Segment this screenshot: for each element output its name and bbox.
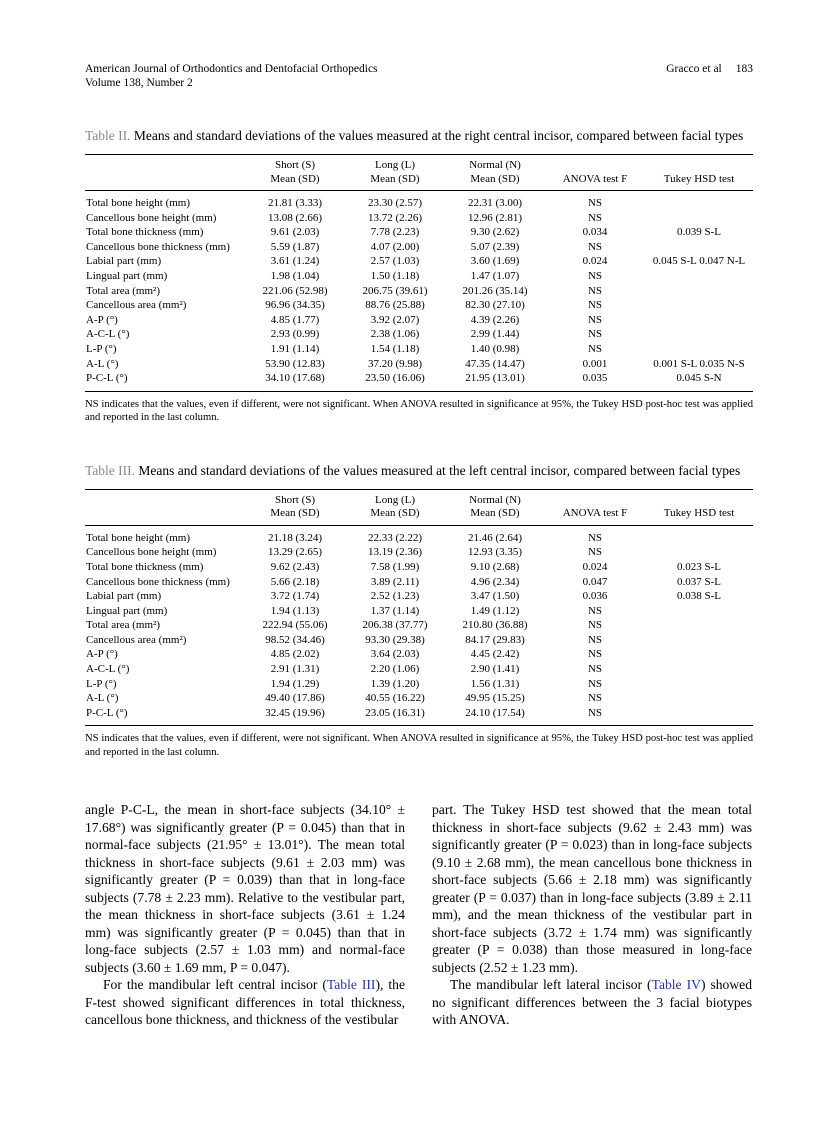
table-cell: 96.96 (34.35) (265, 299, 325, 312)
table-cell: 0.037 S-L (677, 575, 721, 588)
table-cell: 210.80 (36.88) (462, 619, 528, 632)
column-header: Tukey HSD test (645, 489, 753, 525)
table-cell: 22.33 (2.22) (367, 531, 423, 544)
table-cell: 2.99 (1.44) (470, 328, 520, 341)
body-text-run: For the mandibular left central incisor ( (103, 977, 327, 993)
table-cell: 49.40 (17.86) (265, 692, 325, 705)
table-cell: 4.07 (2.00) (370, 240, 420, 253)
table-cell: 1.94 (1.29) (270, 677, 320, 690)
table-cell: 4.85 (2.02) (270, 648, 320, 661)
table-header-row (85, 155, 753, 191)
table-cell: 1.39 (1.20) (370, 677, 420, 690)
table-row (85, 269, 753, 284)
table-cell: NS (587, 211, 603, 224)
table-row (85, 691, 753, 706)
table-3-caption (85, 461, 753, 480)
table-cell: 21.18 (3.24) (267, 531, 323, 544)
row-label: Total bone height (mm) (86, 531, 191, 544)
table-cell (645, 706, 753, 726)
table-cell: 0.035 (582, 372, 608, 385)
table-cell (645, 313, 753, 328)
table-cell (645, 662, 753, 677)
table-cell: 13.72 (2.26) (367, 211, 423, 224)
table-cell (645, 691, 753, 706)
table-cell: NS (587, 269, 603, 282)
table-cell: 23.05 (16.31) (365, 706, 425, 719)
table-cell: 47.35 (14.47) (465, 357, 525, 370)
table-cell: 5.66 (2.18) (270, 575, 320, 588)
table-cell: NS (587, 692, 603, 705)
table-cell: 98.52 (34.46) (265, 633, 325, 646)
table-cell: 206.75 (39.61) (362, 284, 428, 297)
table-3-label: Table III. (85, 462, 136, 478)
row-label: P-C-L (°) (86, 706, 128, 719)
table-row (85, 677, 753, 692)
table-cell: 1.94 (1.13) (270, 604, 320, 617)
row-label: Cancellous bone height (mm) (86, 546, 217, 559)
table-cell: NS (587, 313, 603, 326)
table-cell: 1.54 (1.18) (370, 342, 420, 355)
table-3-caption-text: Means and standard deviations of the values measured at the left central incisor, compared between facial types (138, 462, 741, 478)
table-row (85, 633, 753, 648)
table-cell: 32.45 (19.96) (265, 706, 325, 719)
table-cell: 5.59 (1.87) (270, 240, 320, 253)
stub-header (85, 155, 245, 191)
table-cell: 0.036 (582, 590, 608, 603)
table-cell: 201.26 (35.14) (462, 284, 528, 297)
table-row (85, 706, 753, 726)
table-cell: 3.72 (1.74) (270, 590, 320, 603)
running-head (666, 62, 753, 76)
table-cell: 1.40 (0.98) (470, 342, 520, 355)
row-label: Total bone thickness (mm) (86, 560, 204, 573)
table-row (85, 618, 753, 633)
table-cell: 3.47 (1.50) (470, 590, 520, 603)
row-label: A-L (°) (86, 357, 119, 370)
row-label: A-C-L (°) (86, 663, 130, 676)
page-number: 183 (735, 63, 753, 75)
table-row (85, 342, 753, 357)
table-reference-link[interactable]: Table III (326, 977, 376, 993)
table-2-label: Table II. (85, 128, 131, 143)
body-column-right (432, 801, 752, 1029)
table-cell: 2.20 (1.06) (370, 663, 420, 676)
row-label: L-P (°) (86, 677, 117, 690)
table-cell: NS (587, 648, 603, 661)
table-cell: 9.62 (2.43) (270, 560, 320, 573)
column-header: Short (S) Mean (SD) (245, 155, 345, 191)
table-cell: 4.96 (2.34) (470, 575, 520, 588)
table-cell (645, 211, 753, 226)
table-cell: 0.024 (582, 560, 608, 573)
table-row (85, 575, 753, 590)
page-header (85, 62, 753, 90)
table-cell: 1.98 (1.04) (270, 269, 320, 282)
table-row (85, 327, 753, 342)
row-label: Cancellous bone thickness (mm) (86, 240, 230, 253)
table-reference-link[interactable]: Table IV (651, 977, 701, 993)
author-citation: Gracco et al (666, 63, 722, 75)
table-row (85, 211, 753, 226)
row-label: A-P (°) (86, 313, 118, 326)
row-label: Lingual part (mm) (86, 604, 168, 617)
row-label: Total bone thickness (mm) (86, 226, 204, 239)
table-cell: 9.61 (2.03) (270, 226, 320, 239)
journal-volume: Volume 138, Number 2 (85, 77, 193, 89)
table-2-section (85, 126, 753, 425)
table-cell: NS (587, 604, 603, 617)
table-cell: 0.047 (582, 575, 608, 588)
table-row (85, 240, 753, 255)
row-label: Total bone height (mm) (86, 197, 191, 209)
body-text-run: ), the F-test showed significant differences in total thickness, cancellous bone thickness, and thickness of the vestibular (85, 977, 405, 1028)
table-cell: NS (587, 284, 603, 297)
table-cell (645, 647, 753, 662)
table-cell: 22.31 (3.00) (467, 197, 523, 209)
table-2-footnote: NS indicates that the values, even if different, were not significant. When ANOVA resulted in significance at 95%, the Tukey HSD post-hoc test was applied and reported in the last column. (85, 398, 753, 424)
table-row (85, 647, 753, 662)
stub-header (85, 489, 245, 525)
table-cell: 0.023 S-L (677, 560, 721, 573)
column-header: Tukey HSD test (645, 155, 753, 191)
table-cell: 7.58 (1.99) (370, 560, 420, 573)
table-row (85, 284, 753, 299)
table-cell: 84.17 (29.83) (465, 633, 525, 646)
table-cell: 4.85 (1.77) (270, 313, 320, 326)
table-cell: 21.81 (3.33) (267, 197, 323, 209)
column-header: ANOVA test F (545, 155, 645, 191)
column-header: Short (S) Mean (SD) (245, 489, 345, 525)
table-row (85, 254, 753, 269)
table-row (85, 525, 753, 545)
body-text-run: The mandibular left lateral incisor ( (450, 977, 652, 993)
table-cell: 3.89 (2.11) (370, 575, 420, 588)
table-cell: 2.52 (1.23) (370, 590, 420, 603)
table-row (85, 604, 753, 619)
table-cell: 1.49 (1.12) (470, 604, 520, 617)
table-cell: 49.95 (15.25) (465, 692, 525, 705)
table-cell: 5.07 (2.39) (470, 240, 520, 253)
table-2-caption (85, 126, 753, 145)
table-cell: 2.57 (1.03) (370, 255, 420, 268)
body-paragraph (432, 801, 752, 976)
table-2 (85, 154, 753, 392)
table-cell: NS (587, 677, 603, 690)
table-cell: 0.024 (582, 255, 608, 268)
table-cell: 0.034 (582, 226, 608, 239)
table-cell (645, 677, 753, 692)
table-cell: 3.60 (1.69) (470, 255, 520, 268)
table-cell: 12.93 (3.35) (467, 546, 523, 559)
table-cell: 206.38 (37.77) (362, 619, 428, 632)
journal-info (85, 62, 378, 90)
table-3-section (85, 461, 753, 760)
table-cell: 93.30 (29.38) (365, 633, 425, 646)
table-cell: 0.045 S-L 0.047 N-L (652, 255, 746, 268)
table-cell: NS (587, 546, 603, 559)
row-label: Cancellous area (mm²) (86, 633, 187, 646)
column-header: Normal (N) Mean (SD) (445, 155, 545, 191)
table-cell: 1.37 (1.14) (370, 604, 420, 617)
table-cell: 4.39 (2.26) (470, 313, 520, 326)
body-text-run: ) showed no significant differences between the 3 facial biotypes with ANOVA. (432, 977, 752, 1028)
body-column-left (85, 801, 405, 1029)
table-cell: 0.045 S-N (676, 372, 722, 385)
table-cell: 0.038 S-L (677, 590, 721, 603)
table-row (85, 313, 753, 328)
table-cell: 13.19 (2.36) (367, 546, 423, 559)
table-cell: 2.38 (1.06) (370, 328, 420, 341)
article-body (85, 801, 753, 1029)
table-cell: NS (587, 633, 603, 646)
table-cell: 82.30 (27.10) (465, 299, 525, 312)
table-row (85, 298, 753, 313)
table-cell: NS (587, 240, 603, 253)
table-cell: NS (587, 299, 603, 312)
table-cell (645, 545, 753, 560)
table-cell: 2.93 (0.99) (270, 328, 320, 341)
table-cell: NS (587, 342, 603, 355)
row-label: Cancellous area (mm²) (86, 299, 187, 312)
column-header: ANOVA test F (545, 489, 645, 525)
table-cell (645, 327, 753, 342)
column-header: Normal (N) Mean (SD) (445, 489, 545, 525)
table-cell (645, 298, 753, 313)
row-label: Lingual part (mm) (86, 269, 168, 282)
table-cell: 3.64 (2.03) (370, 648, 420, 661)
table-cell (645, 269, 753, 284)
table-cell: NS (587, 328, 603, 341)
row-label: Labial part (mm) (86, 255, 162, 268)
table-cell: 21.46 (2.64) (467, 531, 523, 544)
table-cell: 3.92 (2.07) (370, 313, 420, 326)
table-cell: 1.50 (1.18) (370, 269, 420, 282)
table-3 (85, 489, 753, 727)
table-cell: NS (587, 531, 603, 544)
table-cell (645, 284, 753, 299)
table-cell (645, 191, 753, 211)
table-cell: 23.50 (16.06) (365, 372, 425, 385)
table-row (85, 560, 753, 575)
table-cell: NS (587, 619, 603, 632)
table-header-row (85, 489, 753, 525)
row-label: A-L (°) (86, 692, 119, 705)
table-row (85, 545, 753, 560)
table-cell (645, 525, 753, 545)
table-cell: 21.95 (13.01) (465, 372, 525, 385)
table-cell (645, 342, 753, 357)
table-cell (645, 604, 753, 619)
row-label: L-P (°) (86, 342, 117, 355)
table-cell: 24.10 (17.54) (465, 706, 525, 719)
table-cell: 222.94 (55.06) (262, 619, 328, 632)
row-label: Total area (mm²) (86, 619, 160, 632)
table-cell (645, 618, 753, 633)
row-label: A-C-L (°) (86, 328, 130, 341)
body-paragraph (432, 976, 752, 1029)
table-2-caption-text: Means and standard deviations of the values measured at the right central incisor, compared between facial types (133, 128, 744, 143)
table-cell: 0.001 S-L 0.035 N-S (653, 357, 745, 370)
table-row (85, 589, 753, 604)
table-cell: 37.20 (9.98) (367, 357, 423, 370)
body-paragraph (85, 976, 405, 1029)
journal-title: American Journal of Orthodontics and Dentofacial Orthopedics (85, 63, 378, 75)
table-cell: 7.78 (2.23) (370, 226, 420, 239)
row-label: A-P (°) (86, 648, 118, 661)
column-header: Long (L) Mean (SD) (345, 155, 445, 191)
table-cell: 88.76 (25.88) (365, 299, 425, 312)
table-cell: 1.47 (1.07) (470, 269, 520, 282)
table-cell: NS (587, 706, 603, 719)
table-row (85, 357, 753, 372)
row-label: Total area (mm²) (86, 284, 160, 297)
table-cell: 53.90 (12.83) (265, 357, 325, 370)
table-cell: 40.55 (16.22) (365, 692, 425, 705)
table-cell: 2.91 (1.31) (270, 663, 320, 676)
table-cell: 13.08 (2.66) (267, 211, 323, 224)
row-label: Labial part (mm) (86, 590, 162, 603)
table-cell: 1.91 (1.14) (270, 342, 320, 355)
table-cell: 9.30 (2.62) (470, 226, 520, 239)
table-cell (645, 633, 753, 648)
body-text-run: part. The Tukey HSD test showed that the mean total thickness in short-face subjects (9.62 ± 2.43 mm) was significantly greater (P = 0.023) than in long-face subjects (9.10 ± 2.68 mm), the mean cancellous bone thickness in short-face subjects (5.66 ± 2.18 mm) was significantly greater (P = 0.037) than in long-face subjects (3.89 ± 2.11 mm), and the mean thickness of the vestibular part in short-face subjects (3.72 ± 1.74 mm) was significantly greater (P = 0.038) than those measured in long-face subjects (2.52 ± 1.23 mm). (432, 802, 752, 975)
table-cell: 0.039 S-L (677, 226, 721, 239)
column-header: Long (L) Mean (SD) (345, 489, 445, 525)
table-cell: 13.29 (2.65) (267, 546, 323, 559)
row-label: P-C-L (°) (86, 372, 128, 385)
table-row (85, 371, 753, 391)
table-3-footnote: NS indicates that the values, even if different, were not significant. When ANOVA resulted in significance at 95%, the Tukey HSD post-hoc test was applied and reported in the last column. (85, 733, 753, 758)
row-label: Cancellous bone thickness (mm) (86, 575, 230, 588)
table-cell: 0.001 (582, 357, 608, 370)
table-row (85, 662, 753, 677)
table-cell: 12.96 (2.81) (467, 211, 523, 224)
table-row (85, 191, 753, 211)
table-cell: 34.10 (17.68) (265, 372, 325, 385)
table-row (85, 225, 753, 240)
row-label: Cancellous bone height (mm) (86, 211, 217, 224)
table-cell: 1.56 (1.31) (470, 677, 520, 690)
table-cell: 221.06 (52.98) (262, 284, 328, 297)
table-cell: 9.10 (2.68) (470, 560, 520, 573)
body-paragraph (85, 801, 405, 976)
table-cell: 3.61 (1.24) (270, 255, 320, 268)
table-cell: 2.90 (1.41) (470, 663, 520, 676)
table-cell (645, 240, 753, 255)
table-cell: NS (587, 663, 603, 676)
table-cell: 4.45 (2.42) (470, 648, 520, 661)
body-text-run: angle P-C-L, the mean in short-face subjects (34.10° ± 17.68°) was significantly greater (P = 0.045) than that in normal-face subjects (21.95° ± 13.01°). The mean total thickness in short-face subjects (9.61 ± 2.03 mm) was significantly greater (P = 0.039) than that in long-face subjects (7.78 ± 2.23 mm). Relative to the vestibular part, the mean thickness in short-face subjects (3.61 ± 1.24 mm) was significantly greater (P = 0.045) than that in long-face subjects (2.57 ± 1.03 mm) and normal-face subjects (3.60 ± 1.69 mm, P = 0.047). (85, 802, 405, 975)
table-cell: 23.30 (2.57) (367, 197, 423, 209)
table-cell: NS (587, 197, 603, 209)
